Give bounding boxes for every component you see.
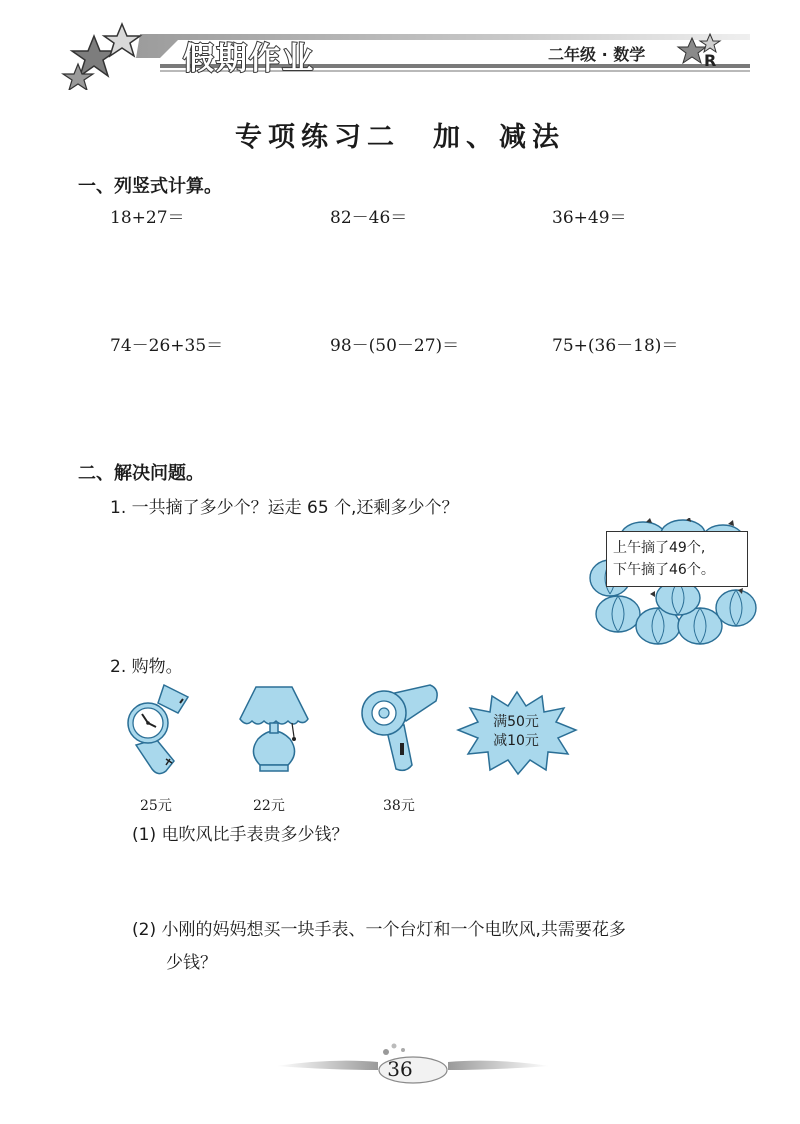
problem1-text: 1. 一共摘了多少个？运走 65 个,还剩多少个？ <box>110 498 459 518</box>
promo-line: 减10元 <box>493 733 539 749</box>
star-cluster-icon <box>63 24 140 90</box>
note-line: 下午摘了46个。 <box>613 562 715 578</box>
expression: 36+49＝ <box>552 208 627 228</box>
expression: 98－(50－27)＝ <box>330 336 460 356</box>
promo-text <box>466 713 566 751</box>
page-number: 36 <box>387 1057 413 1081</box>
question-1: (1) 电吹风比手表贵多少钱？ <box>132 825 349 845</box>
expression: 75+(36－18)＝ <box>552 336 679 356</box>
promo-line: 满50元 <box>493 714 539 730</box>
expression: 18+27＝ <box>110 208 185 228</box>
watch-price: 25元 <box>140 798 172 814</box>
edition-mark: R <box>704 51 717 70</box>
harvest-note <box>606 531 748 587</box>
lamp-price: 22元 <box>253 798 285 814</box>
hair-dryer-icon <box>356 683 442 775</box>
watch-icon <box>122 683 194 779</box>
grade-subject-label: 二年级 · 数学 <box>548 45 646 64</box>
question-2-line1: (2) 小刚的妈妈想买一块手表、一个台灯和一个电吹风,共需要花多 <box>132 920 626 940</box>
note-line: 上午摘了49个, <box>613 540 706 556</box>
lamp-icon <box>232 683 316 775</box>
section2-heading: 二、解决问题。 <box>78 463 204 484</box>
hair-dryer-price: 38元 <box>383 798 415 814</box>
series-title: 假期作业 <box>183 41 315 77</box>
header-banner <box>60 18 760 90</box>
page-title: 专项练习二 加、减法 <box>235 122 565 153</box>
problem2-heading: 2. 购物。 <box>110 657 183 677</box>
section1-heading: 一、列竖式计算。 <box>78 176 222 197</box>
expression: 82－46＝ <box>330 208 408 228</box>
expression: 74－26+35＝ <box>110 336 224 356</box>
question-2-line2: 少钱？ <box>166 953 217 973</box>
